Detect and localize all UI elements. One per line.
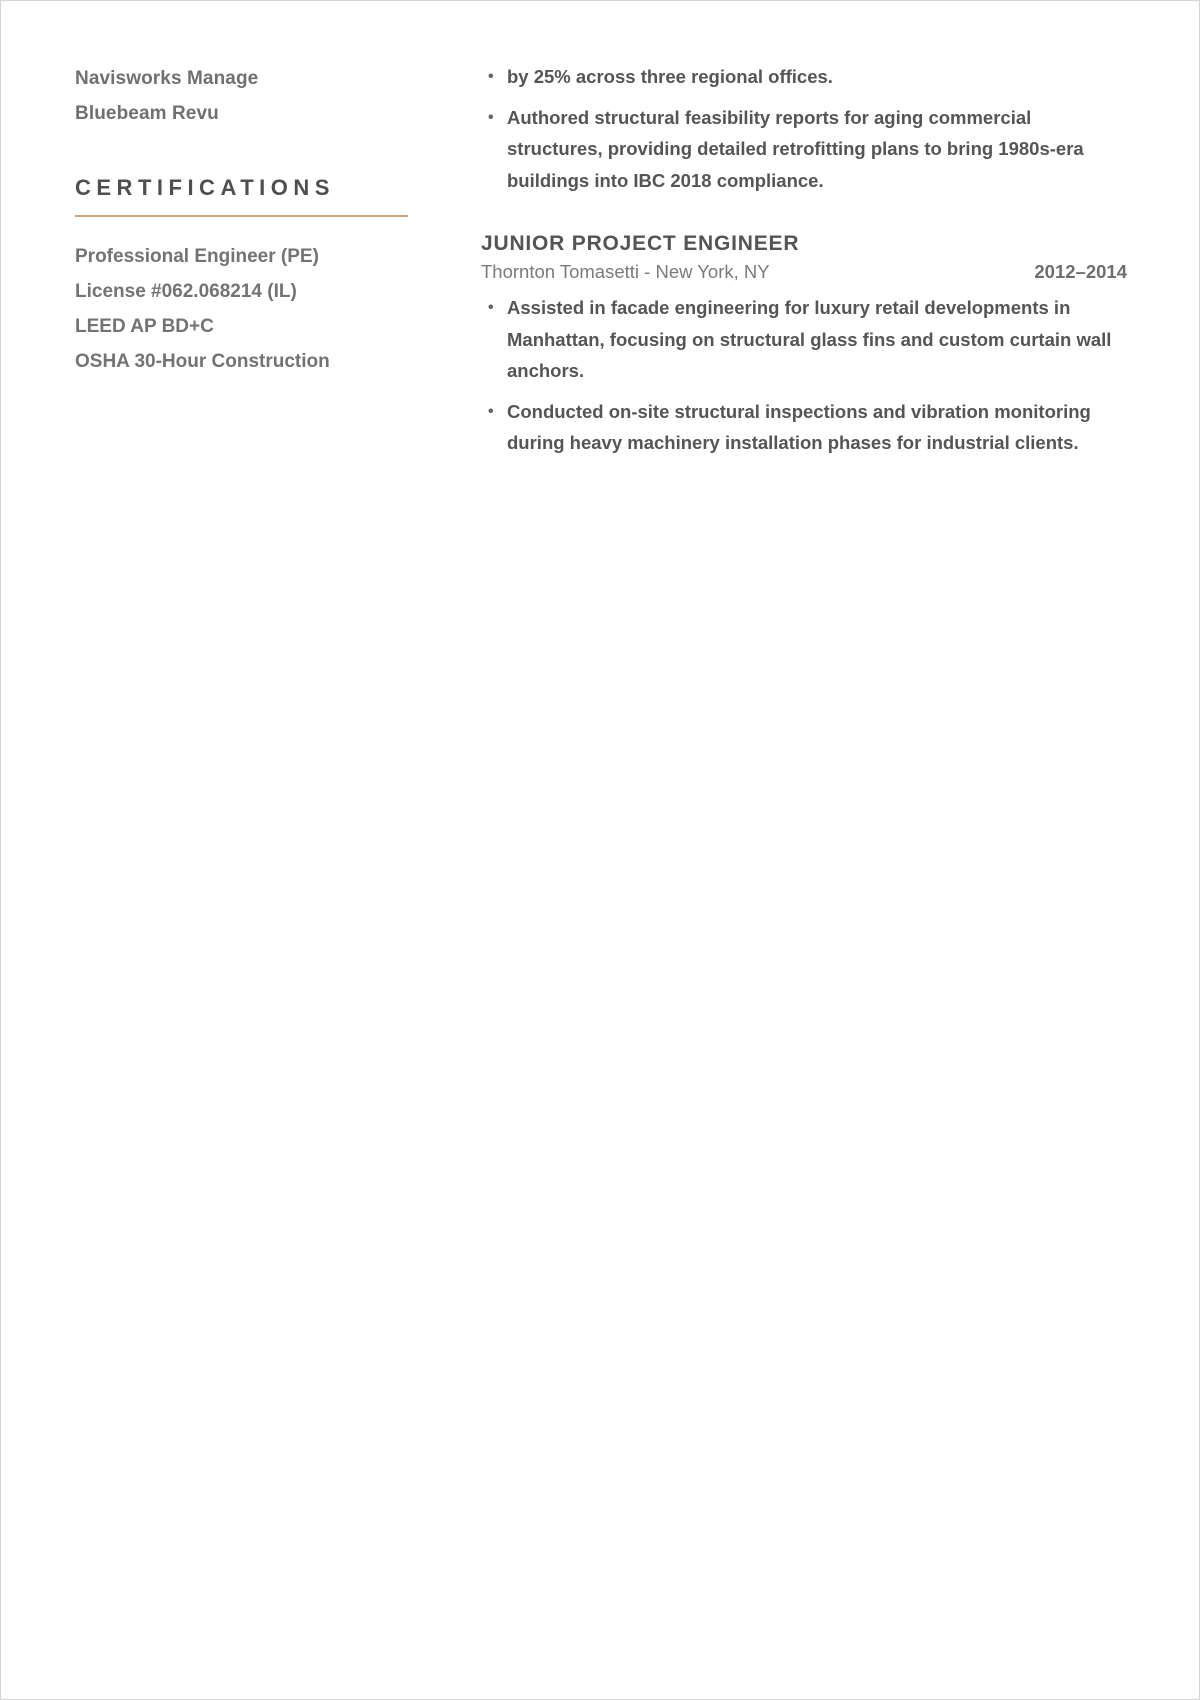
certification-item: LEED AP BD+C xyxy=(75,316,214,337)
job-bullets xyxy=(481,292,1127,459)
job-dates: 2012–2014 xyxy=(1034,261,1127,282)
bullet-dot-icon: • xyxy=(488,108,494,126)
job-company: Thornton Tomasetti - New York, NY xyxy=(481,261,770,282)
certifications-list xyxy=(75,239,408,379)
certifications-heading: CERTIFICATIONS xyxy=(75,175,408,217)
bullet-dot-icon: • xyxy=(488,299,494,316)
bullet-item xyxy=(481,396,1127,459)
bullet-item xyxy=(481,102,1127,197)
certification-item: OSHA 30-Hour Construction xyxy=(75,351,330,372)
right-column xyxy=(481,61,1127,468)
bullet-text: Conducted on-site structural inspections and vibration monitoring during heavy machinery installation phases for industrial clients. xyxy=(507,400,1091,453)
skills-list xyxy=(75,61,408,131)
job-title: JUNIOR PROJECT ENGINEER xyxy=(481,232,800,255)
bullet-text: Assisted in facade engineering for luxury retail developments in Manhattan, focusing on structural glass fins and custom curtain wall anchors. xyxy=(507,297,1112,381)
bullet-dot-icon: • xyxy=(488,68,494,85)
bullet-text: Authored structural feasibility reports for aging commercial structures, providing detailed retrofitting plans to bring 1980s-era buildings into IBC 2018 compliance. xyxy=(507,106,1084,191)
certification-item: License #062.068214 (IL) xyxy=(75,281,297,302)
previous-job-bullets xyxy=(481,61,1127,196)
left-column xyxy=(75,61,408,379)
bullet-item xyxy=(481,61,1127,93)
certification-item: Professional Engineer (PE) xyxy=(75,246,319,267)
bullet-text: by 25% across three regional offices. xyxy=(507,66,833,87)
bullet-item xyxy=(481,292,1127,387)
skill-item: Bluebeam Revu xyxy=(75,103,219,124)
job-entry xyxy=(481,230,1127,459)
job-meta xyxy=(481,258,1127,286)
bullet-dot-icon: • xyxy=(488,402,494,420)
skill-item: Navisworks Manage xyxy=(75,68,259,89)
